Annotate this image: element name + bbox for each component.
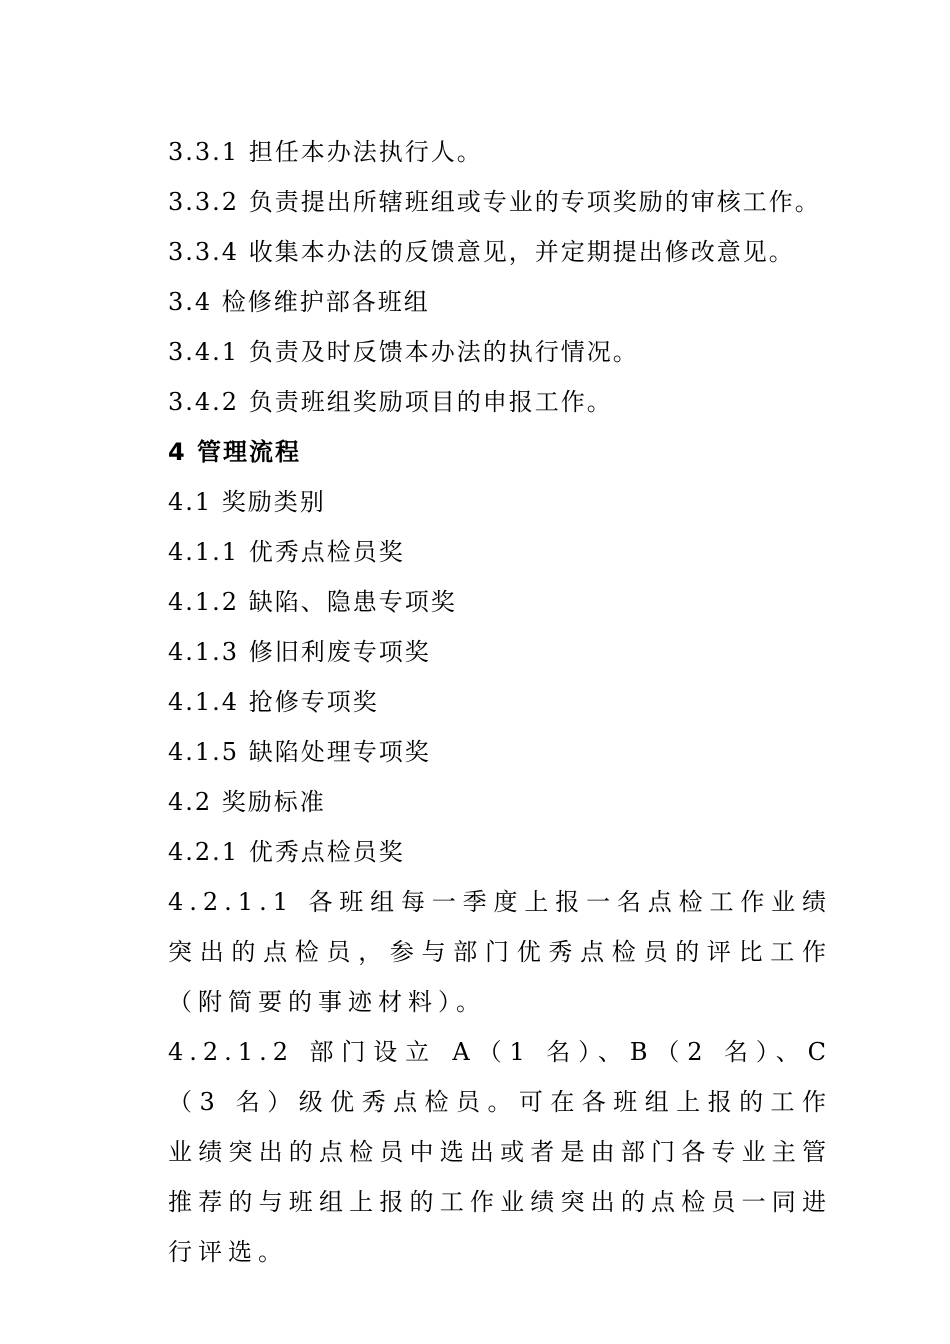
clause-3-4: 3.4 检修维护部各班组 <box>168 288 430 316</box>
clause-4-1-1: 4.1.1 优秀点检员奖 <box>168 538 405 566</box>
clause-3-3-2: 3.3.2 负责提出所辖班组或专业的专项奖励的审核工作。 <box>168 188 821 216</box>
clause-3-4-1: 3.4.1 负责及时反馈本办法的执行情况。 <box>168 338 639 366</box>
clause-4-1-3: 4.1.3 修旧利废专项奖 <box>168 638 431 666</box>
section-heading: 4 管理流程 <box>168 438 302 466</box>
clause-3-3-1: 3.3.1 担任本办法执行人。 <box>168 138 483 166</box>
clause-4-1-5: 4.1.5 缺陷处理专项奖 <box>168 738 431 766</box>
clause-4-1-2: 4.1.2 缺陷、隐患专项奖 <box>168 588 457 616</box>
clause-4-1: 4.1 奖励类别 <box>168 488 326 516</box>
clause-4-2-1: 4.2.1 优秀点检员奖 <box>168 838 405 866</box>
paragraph-4-2-1-1: 4.2.1.1 各班组每一季度上报一名点检工作业绩突出的点检员，参与部门优秀点检员的评比工作（附简要的事迹材料）。 <box>168 888 832 1016</box>
clause-4-2: 4.2 奖励标准 <box>168 788 326 816</box>
document-body <box>168 127 832 1277</box>
clause-3-3-4: 3.3.4 收集本办法的反馈意见，并定期提出修改意见。 <box>168 238 795 266</box>
clause-4-1-4: 4.1.4 抢修专项奖 <box>168 688 379 716</box>
clause-3-4-2: 3.4.2 负责班组奖励项目的申报工作。 <box>168 388 613 416</box>
paragraph-4-2-1-2: 4.2.1.2 部门设立 A（1 名）、B（2 名）、C（3 名）级优秀点检员。可在各班组上报的工作业绩突出的点检员中选出或者是由部门各专业主管推荐的与班组上报的工作业绩突出的点检员一同进行评选。 <box>168 1038 832 1266</box>
